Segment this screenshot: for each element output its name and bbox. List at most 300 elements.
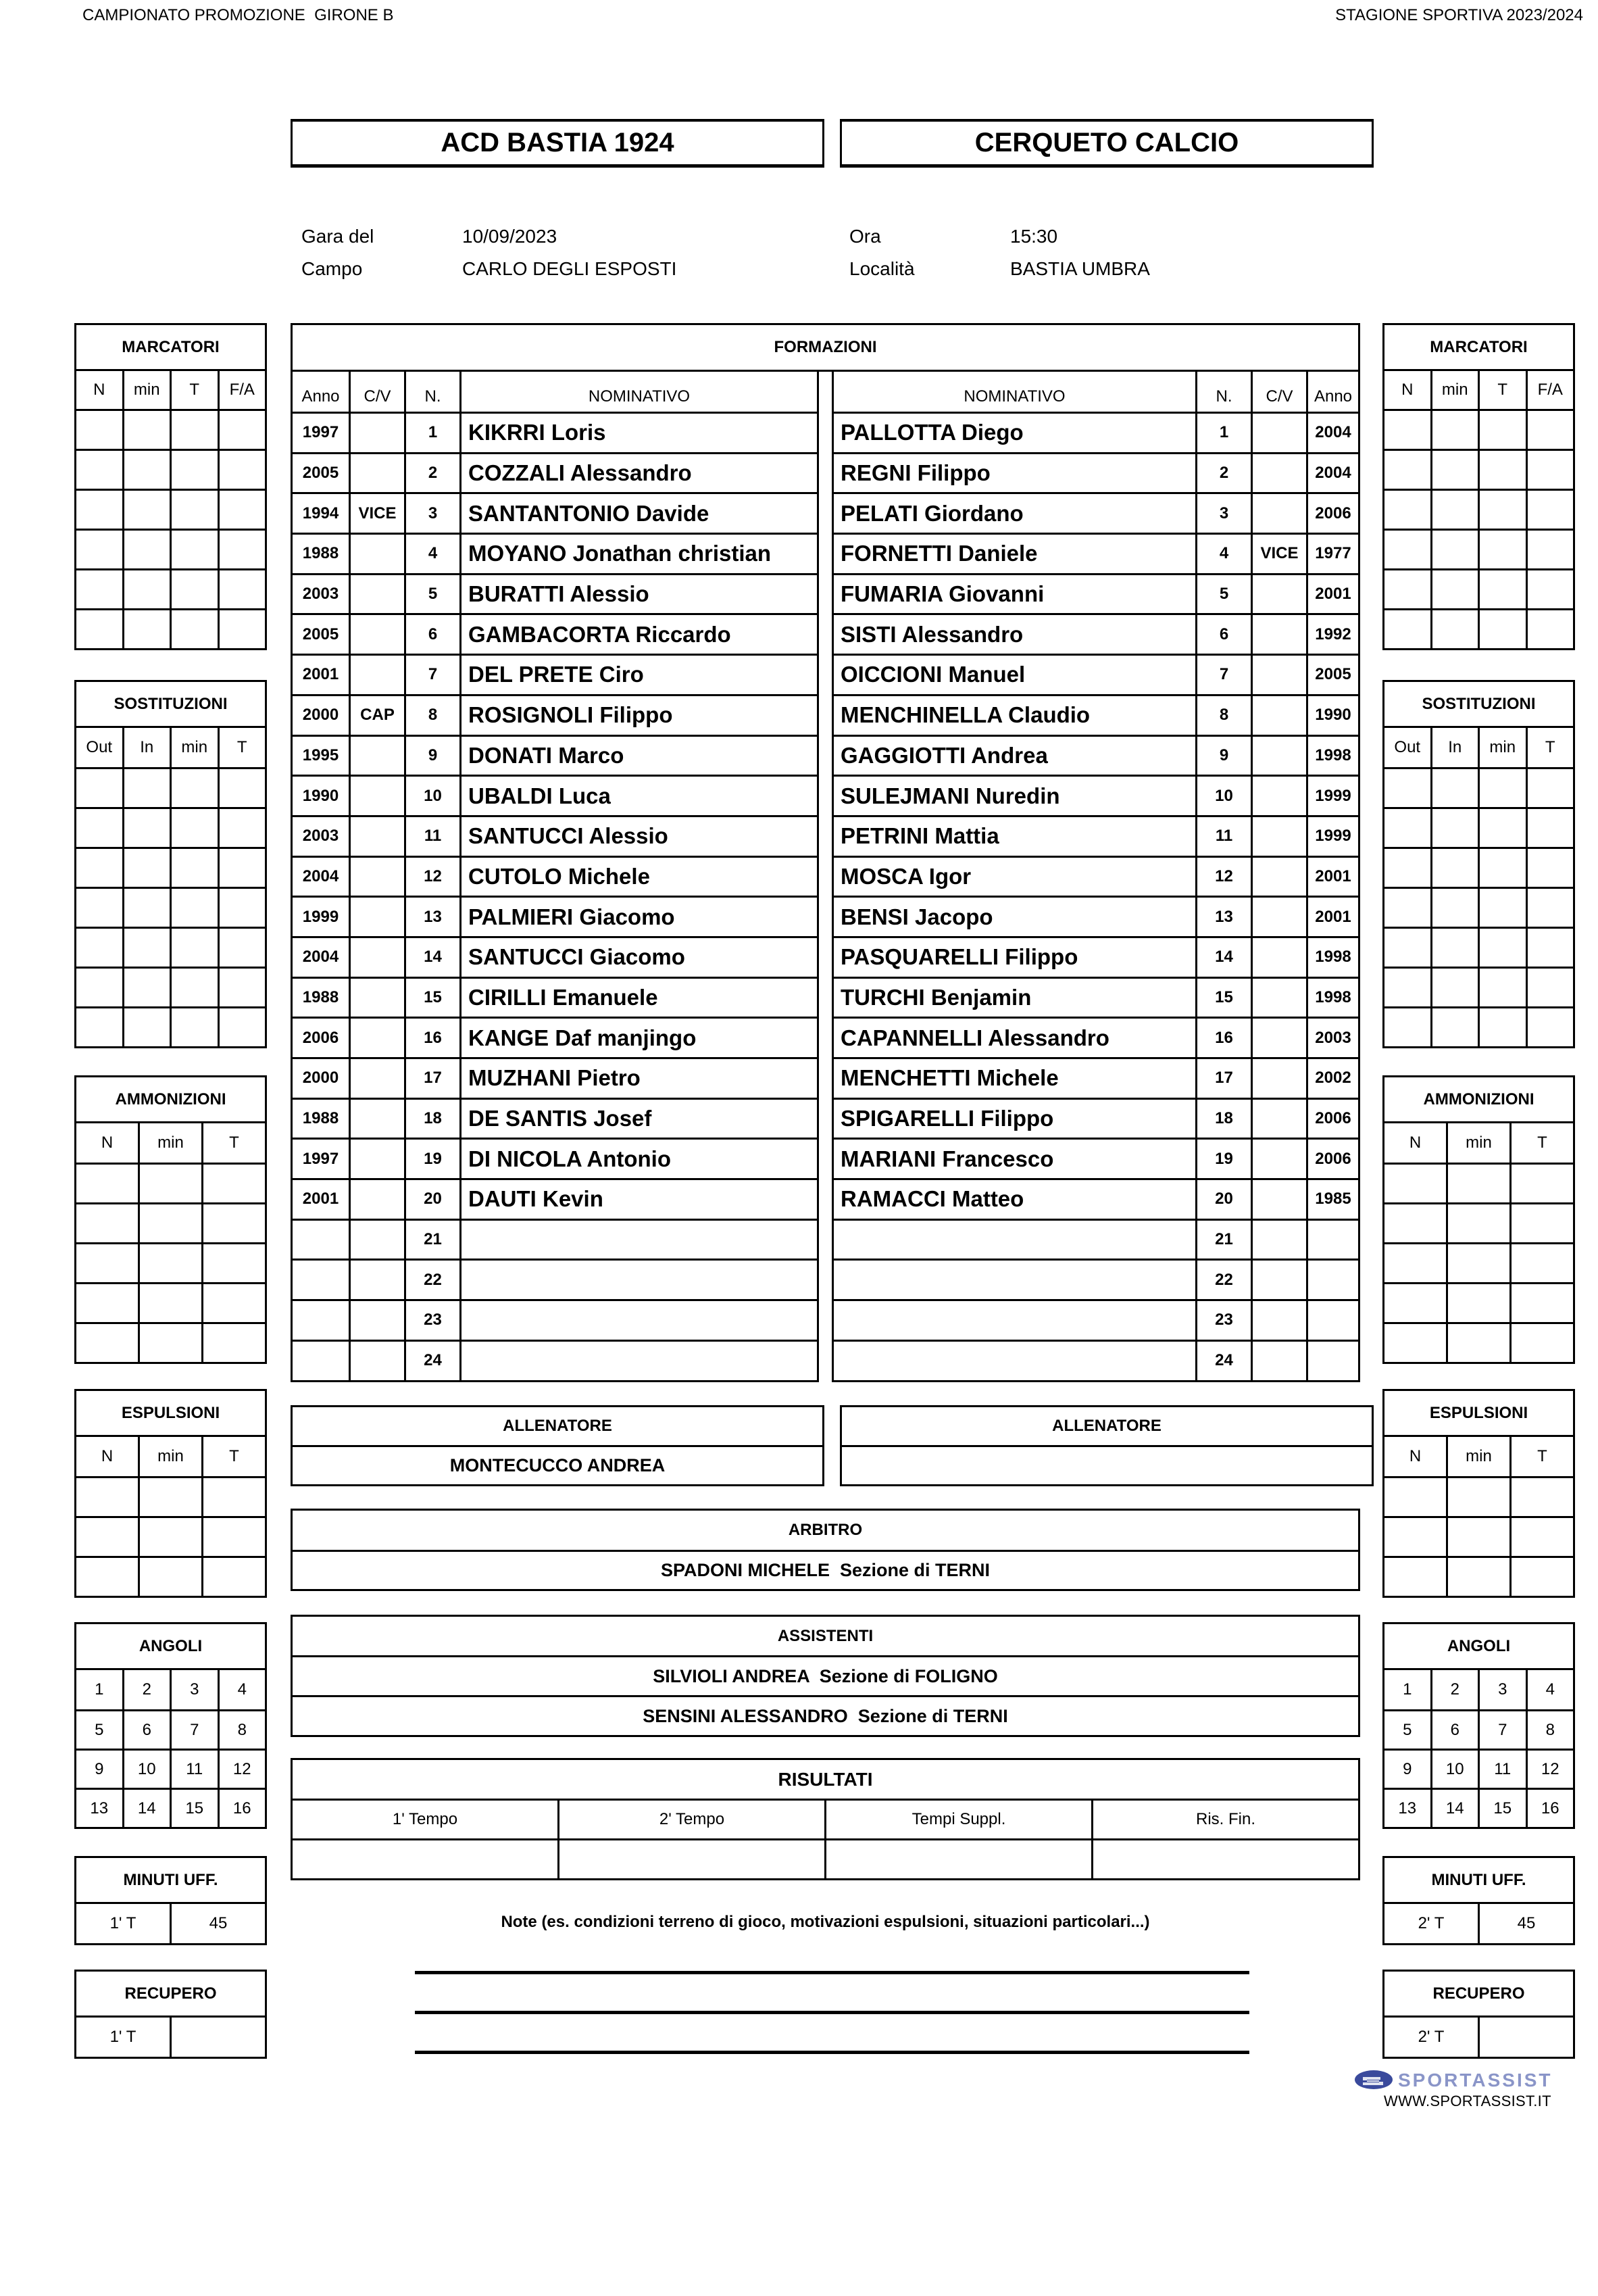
marcatori-input-cell[interactable] bbox=[1478, 451, 1526, 489]
marcatori-input-cell[interactable] bbox=[1430, 570, 1478, 608]
corner-16-cell: 16 bbox=[1526, 1790, 1574, 1827]
sostituzioni-input-cell[interactable] bbox=[122, 889, 170, 927]
espulsioni-col-header: T bbox=[1509, 1437, 1573, 1476]
away-player-cv[interactable] bbox=[1251, 615, 1306, 654]
home-col-cv-header: C/V bbox=[349, 372, 404, 412]
sostituzioni-input-cell[interactable] bbox=[1430, 969, 1478, 1006]
ammonizioni-input-cell[interactable] bbox=[1509, 1284, 1573, 1322]
right-ammonizioni-panel-row bbox=[1384, 1163, 1573, 1202]
home-player-row bbox=[293, 1259, 817, 1299]
sostituzioni-input-cell[interactable] bbox=[218, 889, 266, 927]
sostituzioni-input-cell[interactable] bbox=[1384, 769, 1430, 807]
corner-11-cell: 11 bbox=[1478, 1751, 1526, 1788]
espulsioni-input-cell[interactable] bbox=[1446, 1518, 1509, 1556]
marcatori-input-cell[interactable] bbox=[76, 610, 122, 648]
right-espulsioni-panel-row bbox=[1384, 1556, 1573, 1596]
home-player-cv[interactable] bbox=[349, 979, 404, 1017]
right-ammonizioni-panel-row bbox=[1384, 1282, 1573, 1322]
marcatori-input-cell[interactable] bbox=[170, 491, 218, 529]
ammonizioni-input-cell[interactable] bbox=[76, 1244, 138, 1282]
marcatori-input-cell[interactable] bbox=[1526, 610, 1574, 648]
marcatori-input-cell[interactable] bbox=[76, 570, 122, 608]
sostituzioni-input-cell[interactable] bbox=[122, 809, 170, 847]
sostituzioni-input-cell[interactable] bbox=[122, 769, 170, 807]
away-player-n: 8 bbox=[1195, 696, 1251, 735]
ammonizioni-input-cell[interactable] bbox=[201, 1324, 265, 1362]
marcatori-input-cell[interactable] bbox=[218, 491, 266, 529]
espulsioni-input-cell[interactable] bbox=[1509, 1558, 1573, 1596]
minuti-value: 45 bbox=[170, 1904, 265, 1943]
marcatori-col-header: N bbox=[93, 381, 105, 399]
sostituzioni-input-cell[interactable] bbox=[122, 969, 170, 1006]
marcatori-input-cell[interactable] bbox=[1526, 491, 1574, 529]
home-player-n: 10 bbox=[404, 777, 459, 815]
corner-16-cell: 16 bbox=[218, 1790, 266, 1827]
sostituzioni-input-cell[interactable] bbox=[1478, 929, 1526, 967]
home-player-cv[interactable] bbox=[349, 938, 404, 977]
home-player-row bbox=[293, 573, 817, 614]
result-first-half[interactable] bbox=[293, 1840, 557, 1878]
sostituzioni-input-cell[interactable] bbox=[170, 849, 218, 887]
away-player-cv[interactable] bbox=[1251, 1059, 1306, 1098]
home-player-anno: 1988 bbox=[302, 544, 339, 563]
espulsioni-input-cell[interactable] bbox=[1384, 1518, 1446, 1556]
marcatori-input-cell[interactable] bbox=[1384, 610, 1430, 648]
home-player-cv[interactable] bbox=[349, 615, 404, 654]
marcatori-input-cell[interactable] bbox=[76, 491, 122, 529]
home-player-cv[interactable] bbox=[349, 858, 404, 896]
home-player-cv[interactable] bbox=[349, 454, 404, 493]
sostituzioni-input-cell[interactable] bbox=[76, 769, 122, 807]
notes-line-2[interactable] bbox=[415, 2011, 1249, 2014]
away-player-cv[interactable] bbox=[1251, 414, 1306, 452]
left-minuti-uff-panel-title: MINUTI UFF. bbox=[76, 1858, 265, 1904]
sostituzioni-input-cell[interactable] bbox=[1430, 929, 1478, 967]
sostituzioni-input-cell[interactable] bbox=[1478, 809, 1526, 847]
sostituzioni-input-cell[interactable] bbox=[218, 929, 266, 967]
away-player-name: MOSCA Igor bbox=[841, 863, 972, 889]
corner-1-cell: 1 bbox=[1403, 1680, 1412, 1699]
notes-line-1[interactable] bbox=[415, 1971, 1249, 1974]
right-marcatori-panel-row bbox=[1384, 529, 1573, 568]
espulsioni-input-cell[interactable] bbox=[1509, 1478, 1573, 1516]
right-ammonizioni-panel-row bbox=[1384, 1322, 1573, 1362]
sostituzioni-input-cell[interactable] bbox=[170, 769, 218, 807]
sostituzioni-input-cell[interactable] bbox=[1526, 769, 1574, 807]
espulsioni-input-cell[interactable] bbox=[1384, 1478, 1446, 1516]
right-sostituzioni-panel-row bbox=[1384, 967, 1573, 1006]
sostituzioni-input-cell[interactable] bbox=[1430, 809, 1478, 847]
corner-4-cell: 4 bbox=[1526, 1670, 1574, 1709]
marcatori-input-cell[interactable] bbox=[1384, 491, 1430, 529]
marcatori-input-cell[interactable] bbox=[1384, 570, 1430, 608]
home-player-name[interactable] bbox=[459, 1221, 817, 1259]
marcatori-input-cell[interactable] bbox=[1526, 531, 1574, 568]
home-player-row bbox=[293, 492, 817, 533]
sostituzioni-input-cell[interactable] bbox=[1526, 969, 1574, 1006]
sostituzioni-col-header: Out bbox=[1394, 738, 1421, 756]
away-col-anno-header: Anno bbox=[1306, 372, 1358, 412]
away-player-cv[interactable] bbox=[1251, 858, 1306, 896]
sostituzioni-input-cell[interactable] bbox=[1478, 889, 1526, 927]
away-player-cv[interactable] bbox=[1251, 1342, 1306, 1380]
ammonizioni-input-cell[interactable] bbox=[1384, 1244, 1446, 1282]
sostituzioni-input-cell[interactable] bbox=[170, 809, 218, 847]
marcatori-input-cell[interactable] bbox=[1384, 531, 1430, 568]
away-player-cv[interactable] bbox=[1251, 817, 1306, 856]
marcatori-input-cell[interactable] bbox=[170, 610, 218, 648]
ammonizioni-col-header: T bbox=[201, 1123, 265, 1163]
sostituzioni-input-cell[interactable] bbox=[122, 1008, 170, 1046]
marcatori-input-cell[interactable] bbox=[76, 531, 122, 568]
ammonizioni-input-cell[interactable] bbox=[1446, 1204, 1509, 1242]
ammonizioni-input-cell[interactable] bbox=[138, 1284, 201, 1322]
home-player-name[interactable] bbox=[459, 1261, 817, 1299]
away-player-anno: 2001 bbox=[1306, 858, 1358, 896]
espulsioni-input-cell[interactable] bbox=[201, 1558, 265, 1596]
sostituzioni-input-cell[interactable] bbox=[218, 809, 266, 847]
sostituzioni-input-cell[interactable] bbox=[218, 849, 266, 887]
away-player-name[interactable] bbox=[834, 1261, 1195, 1299]
marcatori-input-cell[interactable] bbox=[170, 411, 218, 449]
sostituzioni-input-cell[interactable] bbox=[1384, 969, 1430, 1006]
espulsioni-input-cell[interactable] bbox=[1446, 1478, 1509, 1516]
away-player-name: SULEJMANI Nuredin bbox=[841, 783, 1060, 808]
home-player-anno[interactable] bbox=[293, 1342, 349, 1380]
away-player-cv[interactable] bbox=[1251, 777, 1306, 815]
home-player-row bbox=[293, 694, 817, 735]
away-player-cv[interactable] bbox=[1251, 938, 1306, 977]
marcatori-input-cell[interactable] bbox=[76, 451, 122, 489]
sostituzioni-input-cell[interactable] bbox=[1478, 849, 1526, 887]
ammonizioni-input-cell[interactable] bbox=[1384, 1324, 1446, 1362]
ammonizioni-input-cell[interactable] bbox=[1446, 1324, 1509, 1362]
away-player-anno[interactable] bbox=[1306, 1342, 1358, 1380]
away-player-n: 23 bbox=[1195, 1301, 1251, 1340]
sostituzioni-input-cell[interactable] bbox=[218, 969, 266, 1006]
recupero-value-cell[interactable] bbox=[1478, 2018, 1573, 2057]
home-player-cv[interactable] bbox=[349, 737, 404, 775]
season-label: STAGIONE SPORTIVA 2023/2024 bbox=[1335, 6, 1583, 24]
away-coach-name[interactable] bbox=[842, 1445, 1372, 1484]
espulsioni-input-cell[interactable] bbox=[138, 1478, 201, 1516]
away-player-cv[interactable] bbox=[1251, 1221, 1306, 1259]
marcatori-input-cell[interactable] bbox=[1430, 411, 1478, 449]
marcatori-input-cell[interactable] bbox=[1430, 610, 1478, 648]
location-label: Località bbox=[849, 258, 915, 279]
ammonizioni-input-cell[interactable] bbox=[1446, 1244, 1509, 1282]
ammonizioni-input-cell[interactable] bbox=[201, 1284, 265, 1322]
marcatori-input-cell[interactable] bbox=[218, 610, 266, 648]
away-player-row bbox=[834, 1098, 1358, 1138]
ammonizioni-input-cell[interactable] bbox=[201, 1165, 265, 1202]
away-player-anno: 1998 bbox=[1306, 979, 1358, 1017]
marcatori-input-cell[interactable] bbox=[1430, 531, 1478, 568]
marcatori-input-cell[interactable] bbox=[122, 451, 170, 489]
sostituzioni-input-cell[interactable] bbox=[76, 849, 122, 887]
home-player-anno[interactable] bbox=[293, 1221, 349, 1259]
sostituzioni-input-cell[interactable] bbox=[76, 929, 122, 967]
home-player-row bbox=[293, 896, 817, 936]
sostituzioni-input-cell[interactable] bbox=[1384, 889, 1430, 927]
home-player-row bbox=[293, 654, 817, 694]
marcatori-input-cell[interactable] bbox=[1526, 411, 1574, 449]
home-player-cv[interactable] bbox=[349, 414, 404, 452]
away-player-row bbox=[834, 1017, 1358, 1057]
marcatori-input-cell[interactable] bbox=[1384, 411, 1430, 449]
marcatori-input-cell[interactable] bbox=[1478, 610, 1526, 648]
ammonizioni-input-cell[interactable] bbox=[1446, 1284, 1509, 1322]
home-player-n: 21 bbox=[404, 1221, 459, 1259]
marcatori-input-cell[interactable] bbox=[122, 610, 170, 648]
results-col-3: Tempi Suppl. bbox=[824, 1801, 1091, 1838]
home-player-cv[interactable] bbox=[349, 1342, 404, 1380]
home-player-cv[interactable] bbox=[349, 1261, 404, 1299]
ammonizioni-input-cell[interactable] bbox=[1384, 1284, 1446, 1322]
sostituzioni-input-cell[interactable] bbox=[1430, 1008, 1478, 1046]
espulsioni-input-cell[interactable] bbox=[138, 1518, 201, 1556]
left-ammonizioni-panel bbox=[74, 1075, 267, 1364]
result-final[interactable] bbox=[1091, 1840, 1358, 1878]
marcatori-input-cell[interactable] bbox=[1430, 491, 1478, 529]
marcatori-input-cell[interactable] bbox=[122, 411, 170, 449]
result-extra-time[interactable] bbox=[824, 1840, 1091, 1878]
sostituzioni-input-cell[interactable] bbox=[1384, 929, 1430, 967]
home-player-cv[interactable] bbox=[349, 1100, 404, 1138]
sostituzioni-input-cell[interactable] bbox=[170, 889, 218, 927]
marcatori-input-cell[interactable] bbox=[170, 451, 218, 489]
marcatori-input-cell[interactable] bbox=[1384, 451, 1430, 489]
marcatori-col-header: min bbox=[122, 371, 170, 409]
sostituzioni-input-cell[interactable] bbox=[1430, 889, 1478, 927]
espulsioni-input-cell[interactable] bbox=[76, 1518, 138, 1556]
ammonizioni-input-cell[interactable] bbox=[201, 1244, 265, 1282]
home-player-cv[interactable] bbox=[349, 1059, 404, 1098]
marcatori-input-cell[interactable] bbox=[76, 411, 122, 449]
sostituzioni-input-cell[interactable] bbox=[170, 1008, 218, 1046]
notes-line-3[interactable] bbox=[415, 2051, 1249, 2054]
espulsioni-input-cell[interactable] bbox=[201, 1518, 265, 1556]
away-player-cv[interactable] bbox=[1251, 1100, 1306, 1138]
marcatori-input-cell[interactable] bbox=[170, 531, 218, 568]
ammonizioni-input-cell[interactable] bbox=[1509, 1244, 1573, 1282]
away-player-name[interactable] bbox=[834, 1342, 1195, 1380]
corner-2-cell: 2 bbox=[122, 1670, 170, 1709]
sostituzioni-input-cell[interactable] bbox=[1526, 929, 1574, 967]
away-player-anno: 2001 bbox=[1306, 575, 1358, 614]
espulsioni-input-cell[interactable] bbox=[201, 1478, 265, 1516]
sostituzioni-input-cell[interactable] bbox=[76, 1008, 122, 1046]
marcatori-input-cell[interactable] bbox=[1526, 451, 1574, 489]
away-player-cv[interactable] bbox=[1251, 1140, 1306, 1178]
away-player-cv[interactable] bbox=[1251, 1261, 1306, 1299]
home-player-cv[interactable] bbox=[349, 575, 404, 614]
sostituzioni-input-cell[interactable] bbox=[1478, 1008, 1526, 1046]
espulsioni-input-cell[interactable] bbox=[76, 1478, 138, 1516]
sostituzioni-input-cell[interactable] bbox=[1384, 849, 1430, 887]
home-player-cv[interactable] bbox=[349, 1301, 404, 1340]
away-player-anno: 2005 bbox=[1306, 656, 1358, 694]
home-player-name[interactable] bbox=[459, 1342, 817, 1380]
home-player-cv[interactable] bbox=[349, 535, 404, 573]
marcatori-input-cell[interactable] bbox=[1478, 570, 1526, 608]
home-player-n: 16 bbox=[404, 1019, 459, 1057]
home-player-cv[interactable] bbox=[349, 777, 404, 815]
espulsioni-col-header: N bbox=[1409, 1447, 1422, 1465]
sostituzioni-input-cell[interactable] bbox=[76, 969, 122, 1006]
corner-6-cell: 6 bbox=[1430, 1711, 1478, 1749]
marcatori-input-cell[interactable] bbox=[1478, 531, 1526, 568]
espulsioni-col-header: N bbox=[101, 1447, 114, 1465]
away-player-row bbox=[834, 1138, 1358, 1178]
marcatori-input-cell[interactable] bbox=[218, 531, 266, 568]
marcatori-input-cell[interactable] bbox=[122, 531, 170, 568]
ammonizioni-input-cell[interactable] bbox=[1384, 1165, 1446, 1202]
away-player-cv[interactable] bbox=[1251, 1180, 1306, 1219]
home-player-anno: 2000 bbox=[302, 1069, 339, 1088]
marcatori-input-cell[interactable] bbox=[1526, 570, 1574, 608]
ammonizioni-input-cell[interactable] bbox=[76, 1165, 138, 1202]
marcatori-input-cell[interactable] bbox=[170, 570, 218, 608]
referee-label: ARBITRO bbox=[788, 1521, 863, 1539]
results-label: RISULTATI bbox=[778, 1768, 873, 1790]
away-player-cv[interactable] bbox=[1251, 454, 1306, 493]
sostituzioni-input-cell[interactable] bbox=[1430, 769, 1478, 807]
away-player-anno[interactable] bbox=[1306, 1261, 1358, 1299]
away-player-cv[interactable] bbox=[1251, 898, 1306, 936]
sostituzioni-input-cell[interactable] bbox=[1526, 1008, 1574, 1046]
espulsioni-input-cell[interactable] bbox=[1509, 1518, 1573, 1556]
left-marcatori-panel-row bbox=[76, 489, 265, 529]
corner-3-cell: 3 bbox=[170, 1670, 218, 1709]
home-player-name: DONATI Marco bbox=[459, 737, 817, 775]
sostituzioni-input-cell[interactable] bbox=[1478, 969, 1526, 1006]
away-player-cv[interactable] bbox=[1251, 696, 1306, 735]
marcatori-input-cell[interactable] bbox=[122, 570, 170, 608]
away-player-anno[interactable] bbox=[1306, 1301, 1358, 1340]
home-player-n: 24 bbox=[404, 1342, 459, 1380]
ammonizioni-input-cell[interactable] bbox=[76, 1284, 138, 1322]
sostituzioni-input-cell[interactable] bbox=[218, 769, 266, 807]
marcatori-input-cell[interactable] bbox=[1478, 491, 1526, 529]
home-player-cv[interactable] bbox=[349, 898, 404, 936]
sostituzioni-input-cell[interactable] bbox=[170, 929, 218, 967]
sostituzioni-input-cell[interactable] bbox=[1526, 889, 1574, 927]
left-marcatori-panel-row bbox=[76, 608, 265, 648]
sostituzioni-input-cell[interactable] bbox=[1526, 849, 1574, 887]
away-player-name[interactable] bbox=[834, 1301, 1195, 1340]
ammonizioni-input-cell[interactable] bbox=[1509, 1204, 1573, 1242]
sostituzioni-input-cell[interactable] bbox=[76, 889, 122, 927]
espulsioni-input-cell[interactable] bbox=[1384, 1558, 1446, 1596]
home-player-name[interactable] bbox=[459, 1301, 817, 1340]
ammonizioni-input-cell[interactable] bbox=[1509, 1165, 1573, 1202]
sostituzioni-input-cell[interactable] bbox=[218, 1008, 266, 1046]
left-marcatori-panel-title: MARCATORI bbox=[76, 325, 265, 371]
home-player-cv[interactable] bbox=[349, 1180, 404, 1219]
away-player-cv[interactable] bbox=[1251, 575, 1306, 614]
ammonizioni-input-cell[interactable] bbox=[76, 1204, 138, 1242]
home-player-cv[interactable] bbox=[349, 656, 404, 694]
home-player-cv[interactable] bbox=[349, 817, 404, 856]
sostituzioni-input-cell[interactable] bbox=[1384, 1008, 1430, 1046]
home-coach-name: MONTECUCCO ANDREA bbox=[293, 1445, 822, 1484]
sostituzioni-input-cell[interactable] bbox=[1478, 769, 1526, 807]
sostituzioni-input-cell[interactable] bbox=[122, 929, 170, 967]
ammonizioni-input-cell[interactable] bbox=[138, 1324, 201, 1362]
espulsioni-input-cell[interactable] bbox=[76, 1558, 138, 1596]
sostituzioni-input-cell[interactable] bbox=[76, 809, 122, 847]
away-player-cv[interactable] bbox=[1251, 737, 1306, 775]
ammonizioni-input-cell[interactable] bbox=[1509, 1324, 1573, 1362]
away-player-anno[interactable] bbox=[1306, 1221, 1358, 1259]
away-player-name[interactable] bbox=[834, 1221, 1195, 1259]
marcatori-input-cell[interactable] bbox=[218, 411, 266, 449]
espulsioni-input-cell[interactable] bbox=[1446, 1558, 1509, 1596]
corner-15-cell: 15 bbox=[1478, 1790, 1526, 1827]
right-recupero-panel bbox=[1382, 1970, 1575, 2059]
marcatori-input-cell[interactable] bbox=[1430, 451, 1478, 489]
sostituzioni-input-cell[interactable] bbox=[1430, 849, 1478, 887]
away-player-name: TURCHI Benjamin bbox=[841, 984, 1032, 1010]
home-player-n: 8 bbox=[404, 696, 459, 735]
home-player-cv[interactable] bbox=[349, 1140, 404, 1178]
corner-12-cell: 12 bbox=[218, 1751, 266, 1788]
ammonizioni-input-cell[interactable] bbox=[1384, 1204, 1446, 1242]
away-player-row bbox=[834, 1219, 1358, 1259]
away-player-cv[interactable] bbox=[1251, 1301, 1306, 1340]
home-player-cv[interactable] bbox=[349, 1221, 404, 1259]
sostituzioni-input-cell[interactable] bbox=[1384, 809, 1430, 847]
ammonizioni-input-cell[interactable] bbox=[138, 1244, 201, 1282]
away-player-cv[interactable] bbox=[1251, 979, 1306, 1017]
left-marcatori-panel-row bbox=[76, 371, 265, 409]
home-player-anno[interactable] bbox=[293, 1301, 349, 1340]
results-col-1: 1' Tempo bbox=[392, 1810, 458, 1828]
minuti-value: 45 bbox=[1478, 1904, 1573, 1943]
date-label: Gara del bbox=[301, 226, 374, 247]
right-marcatori-panel-row bbox=[1384, 371, 1573, 409]
away-player-cv[interactable] bbox=[1251, 1019, 1306, 1057]
away-player-cv[interactable] bbox=[1251, 656, 1306, 694]
ammonizioni-input-cell[interactable] bbox=[138, 1165, 201, 1202]
espulsioni-input-cell[interactable] bbox=[138, 1558, 201, 1596]
home-player-cv[interactable] bbox=[349, 1019, 404, 1057]
ammonizioni-input-cell[interactable] bbox=[1446, 1165, 1509, 1202]
sportassist-url[interactable]: WWW.SPORTASSIST.IT bbox=[1384, 2093, 1551, 2109]
sostituzioni-input-cell[interactable] bbox=[1526, 809, 1574, 847]
result-second-half[interactable] bbox=[557, 1840, 824, 1878]
marcatori-input-cell[interactable] bbox=[218, 451, 266, 489]
ammonizioni-input-cell[interactable] bbox=[76, 1324, 138, 1362]
ammonizioni-input-cell[interactable] bbox=[138, 1204, 201, 1242]
right-marcatori-panel-row bbox=[1384, 568, 1573, 608]
sostituzioni-input-cell[interactable] bbox=[170, 969, 218, 1006]
home-player-anno: 1988 bbox=[302, 987, 339, 1006]
ammonizioni-input-cell[interactable] bbox=[201, 1204, 265, 1242]
home-player-row bbox=[293, 977, 817, 1017]
home-player-anno: 2001 bbox=[302, 665, 339, 684]
home-player-n: 13 bbox=[404, 898, 459, 936]
home-player-anno[interactable] bbox=[293, 1261, 349, 1299]
marcatori-input-cell[interactable] bbox=[1478, 411, 1526, 449]
marcatori-input-cell[interactable] bbox=[122, 491, 170, 529]
away-player-cv[interactable] bbox=[1251, 494, 1306, 533]
recupero-value-cell[interactable] bbox=[170, 2018, 265, 2057]
away-player-n: 20 bbox=[1195, 1180, 1251, 1219]
marcatori-input-cell[interactable] bbox=[218, 570, 266, 608]
sostituzioni-input-cell[interactable] bbox=[122, 849, 170, 887]
